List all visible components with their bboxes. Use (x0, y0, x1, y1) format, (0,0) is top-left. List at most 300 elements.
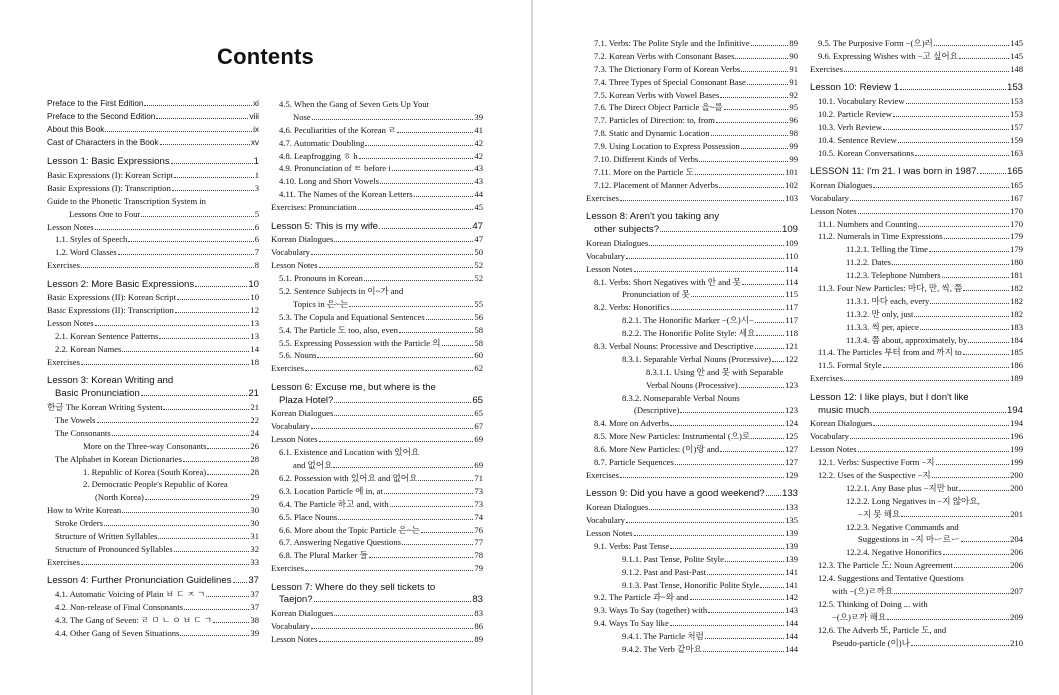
dot-leader (174, 177, 254, 178)
toc-entry (271, 201, 483, 214)
dot-leader (649, 509, 784, 510)
toc-entry (47, 440, 259, 453)
toc-page-number: 121 (785, 340, 798, 351)
toc-entry (810, 192, 1023, 205)
toc-page-number: 37 (250, 589, 259, 600)
toc-entry (47, 466, 259, 479)
toc-page-number: 42 (474, 137, 483, 148)
toc-entry (271, 446, 483, 459)
toc-page-number: 101 (785, 166, 798, 177)
toc-entry-title: 8.2.1. The Honorific Marker −(으)시− (622, 315, 754, 326)
toc-page-number: 109 (785, 237, 798, 248)
dot-leader (364, 280, 474, 281)
dot-leader (691, 296, 784, 297)
toc-page-number: 30 (250, 518, 259, 529)
dot-leader (338, 519, 473, 520)
toc-entry-title: (Descriptive) (634, 405, 680, 416)
toc-entry (47, 330, 259, 343)
dot-leader (112, 435, 250, 436)
toc-entry-title: 6.6. More about the Topic Particle 은~는 (279, 524, 420, 535)
dot-leader (720, 451, 784, 452)
toc-page-number: 45 (474, 202, 483, 213)
toc-entry (47, 137, 259, 150)
toc-entry-title: 8.3.1.1. Using 안 and 못 with Separable (646, 366, 784, 377)
dot-leader (844, 380, 1009, 381)
dot-leader (755, 348, 785, 349)
toc-page-number: 32 (250, 543, 259, 554)
dot-leader (358, 209, 474, 210)
toc-entry-title: 한글 The Korean Writing System (47, 402, 163, 413)
dot-leader (626, 522, 784, 523)
toc-page-number: 182 (1010, 283, 1023, 294)
toc-page-number: 28 (250, 466, 259, 477)
toc-page-number: 99 (789, 154, 798, 165)
toc-entry-title: Preface to the Second Edition (47, 111, 156, 121)
toc-page-number: 5 (254, 208, 259, 219)
toc-entry-title: 8.4. More on Adverbs (594, 418, 670, 429)
toc-entry (271, 362, 483, 375)
toc-entry (271, 233, 483, 246)
toc-entry-title: 10.5. Korean Conversations (818, 147, 914, 158)
dot-leader (426, 319, 474, 320)
toc-entry-title: 9.5. The Purposive Form −(으)러 (818, 38, 933, 48)
toc-entry (586, 643, 798, 656)
toc-entry-title: Lesson Notes (271, 260, 318, 271)
dot-leader (180, 635, 249, 636)
dot-leader (720, 97, 788, 98)
toc-entry (810, 585, 1023, 598)
dot-leader (735, 58, 788, 59)
dot-leader (747, 84, 789, 85)
dot-leader (893, 116, 1009, 117)
toc-entry-title: LESSON 11: I'm 21. I was born in 1987. (810, 166, 980, 178)
toc-entry-title: Lesson Notes (586, 263, 633, 274)
toc-entry-title: Lesson 1: Basic Expressions (47, 156, 170, 168)
toc-entry (47, 233, 259, 246)
toc-entry (47, 317, 259, 330)
toc-entry-title: Pseudo-particle (이)나 (832, 637, 910, 648)
dot-leader (695, 174, 784, 175)
toc-entry-title: Vocabulary (586, 515, 625, 526)
toc-entry-title: 9.6. Expressing Wishes with −고 싶어요 (818, 50, 958, 61)
toc-page-number: 127 (785, 444, 798, 455)
dot-leader (418, 480, 473, 481)
toc-page-number: 153 (1006, 82, 1023, 94)
toc-entry (271, 524, 483, 537)
toc-page-number: 73 (474, 498, 483, 509)
toc-page-number: 10 (248, 278, 259, 290)
dot-leader (755, 322, 785, 323)
toc-entry (586, 288, 798, 301)
toc-entry-title: 9.3. Ways To Say (together) with (594, 605, 708, 616)
toc-entry-title: Vocabulary (586, 250, 625, 261)
toc-page-number: 145 (1010, 50, 1023, 61)
toc-entry (586, 553, 798, 566)
dot-leader (163, 409, 249, 410)
dot-leader (620, 200, 784, 201)
dot-leader (756, 335, 784, 336)
toc-page-number: 37 (250, 601, 259, 612)
toc-entry (271, 324, 483, 337)
toc-page-number: 95 (789, 102, 798, 113)
toc-entry (810, 572, 1023, 585)
dot-leader (954, 567, 1009, 568)
toc-entry-title: 12.2.4. Negative Honorifics (846, 547, 942, 558)
dot-leader (711, 135, 789, 136)
toc-entry (586, 456, 798, 469)
toc-page-number: 21 (248, 388, 259, 400)
dot-leader (741, 71, 788, 72)
toc-entry (271, 137, 483, 150)
toc-page-number: 60 (474, 350, 483, 361)
toc-page-number: 118 (785, 328, 798, 339)
toc-entry-title: 4.2. Non-release of Final Consonants (55, 601, 183, 612)
toc-entry (810, 63, 1023, 76)
dot-leader (911, 645, 1009, 646)
toc-entry (586, 276, 798, 289)
dot-leader (920, 329, 1009, 330)
toc-entry-title: 11.5. Formal Style (818, 360, 882, 371)
toc-lesson-heading (271, 395, 483, 408)
toc-entry-title: 1. Republic of Korea (South Korea) (83, 466, 207, 477)
toc-entry (586, 114, 798, 127)
dot-leader (741, 148, 789, 149)
toc-entry (586, 192, 798, 205)
toc-page-number: 79 (474, 563, 483, 574)
toc-page-number: 181 (1010, 270, 1023, 281)
dot-leader (894, 593, 1009, 594)
toc-entry-title: Lesson 7: Where do they sell tickets to (271, 581, 436, 593)
toc-page-number: 209 (1010, 611, 1023, 622)
dot-leader (319, 441, 474, 442)
toc-entry (47, 453, 259, 466)
toc-entry-title: Lesson Notes (810, 444, 857, 455)
toc-entry (586, 327, 798, 340)
toc-entry (586, 76, 798, 89)
dot-leader (968, 342, 1009, 343)
dot-leader (963, 354, 1009, 355)
toc-lesson-heading (47, 279, 259, 292)
toc-entry-title: How to Write Korean (47, 505, 122, 516)
toc-lesson-heading (47, 156, 259, 169)
toc-entry (47, 556, 259, 569)
dot-leader (141, 216, 253, 217)
dot-leader (883, 367, 1009, 368)
toc-page-number: 124 (785, 418, 798, 429)
toc-entry-title: 9.1.1. Past Tense, Polite Style (622, 553, 724, 564)
dot-leader (850, 438, 1009, 439)
toc-entry (586, 443, 798, 456)
toc-entry (586, 63, 798, 76)
toc-page-number: 143 (785, 605, 798, 616)
toc-page-number: 200 (1010, 470, 1023, 480)
dot-leader (128, 241, 253, 242)
toc-entry-title: 8.1. Verbs: Short Negatives with 안 and 못 (594, 276, 742, 287)
dot-leader (95, 229, 254, 230)
dot-leader (892, 264, 1009, 265)
toc-entry (586, 617, 798, 630)
toc-entry-title: More on the Three-way Consonants (83, 440, 207, 451)
dot-leader (934, 45, 1009, 46)
toc-page-number: 194 (1006, 404, 1023, 416)
toc-entry-title: 8.3. Verbal Nouns: Processive and Descriptive (594, 340, 754, 351)
page-title: Contents (217, 44, 314, 69)
toc-entry-title: 12.6. The Adverb 또, Particle 도, and (818, 624, 947, 635)
toc-entry (586, 250, 798, 263)
toc-entry-title: 11.2.1. Telling the Time (846, 244, 929, 255)
toc-lesson-heading (586, 488, 798, 501)
toc-page-number: 86 (474, 621, 483, 632)
dot-leader (380, 183, 473, 184)
toc-entry-title: 2.1. Korean Sentence Patterns (55, 331, 159, 342)
dot-leader (900, 89, 1006, 90)
toc-entry-title: Lesson 3: Korean Writing and (47, 375, 174, 387)
toc-entry (47, 504, 259, 517)
toc-entry-title: 4.10. Long and Short Vowels (279, 176, 379, 187)
toc-entry (271, 620, 483, 633)
dot-leader (384, 493, 474, 494)
toc-entry-title: 8.5. More New Particles: Instrumental (으)로 (594, 431, 751, 442)
toc-entry-title: 7.9. Using Location to Express Possession (594, 141, 740, 152)
toc-entry (271, 311, 483, 324)
dot-leader (97, 422, 250, 423)
dot-leader (104, 525, 249, 526)
toc-entry-title: Lesson Notes (47, 318, 94, 329)
toc-page-number: 14 (250, 344, 259, 355)
dot-leader (183, 461, 249, 462)
toc-entry (47, 343, 259, 356)
toc-entry (271, 485, 483, 498)
dot-leader (233, 582, 248, 583)
toc-entry-title: Korean Dialogues (586, 237, 649, 248)
toc-entry-title: Exercises (810, 373, 843, 384)
toc-page-number: 21 (250, 402, 259, 413)
toc-entry-title: 9.4. Ways To Say like (594, 618, 669, 629)
dot-leader (961, 541, 1009, 542)
toc-entry-title: Vocabulary (271, 421, 310, 432)
toc-entry-title: 12.3. The Particle 도: Noun Agreement (818, 560, 953, 571)
dot-leader (174, 551, 250, 552)
toc-entry (586, 237, 798, 250)
toc-entry (810, 147, 1023, 160)
toc-entry-title: Lesson Notes (47, 221, 94, 232)
toc-page-number: 141 (785, 566, 798, 577)
dot-leader (626, 258, 784, 259)
toc-entry (47, 627, 259, 640)
toc-entry-title: Exercises (271, 363, 304, 374)
toc-entry (810, 546, 1023, 559)
toc-entry (586, 301, 798, 314)
toc-entry-title: Korean Dialogues (586, 502, 649, 513)
toc-entry-title: Plaza Hotel? (279, 394, 334, 406)
dot-leader (333, 467, 473, 468)
dot-leader (144, 105, 252, 106)
toc-page-number: 129 (785, 469, 798, 480)
toc-entry (586, 540, 798, 553)
toc-entry (586, 366, 798, 379)
toc-entry-title: 4.6. Peculiarities of the Korean ㄹ (279, 124, 397, 135)
dot-leader (772, 361, 784, 362)
toc-entry-title: −지 못 해요 (858, 508, 901, 519)
toc-entry-title: 9.4.1. The Particle 처럼 (622, 631, 704, 642)
toc-entry (271, 472, 483, 485)
toc-entry (47, 169, 259, 182)
toc-entry (271, 298, 483, 311)
toc-lesson-heading (586, 224, 798, 237)
toc-entry (271, 511, 483, 524)
toc-entry-title: Lesson 12: I like plays, but I don't like (810, 391, 969, 403)
toc-page-number: 13 (250, 331, 259, 342)
toc-page-number: 141 (785, 579, 798, 590)
toc-entry (586, 417, 798, 430)
toc-entry (586, 340, 798, 353)
toc-page-number: 52 (474, 260, 483, 271)
toc-page-number: 37 (248, 575, 259, 587)
toc-entry-title: 6.2. Possession with 있어요 and 없어요 (279, 472, 418, 483)
toc-entry (47, 221, 259, 234)
toc-page-number: 24 (250, 427, 259, 438)
toc-entry-title: 12.4. Suggestions and Tentative Questions (818, 573, 964, 584)
dot-leader (725, 561, 784, 562)
toc-entry (271, 98, 483, 111)
toc-entry-title: 7.11. More on the Particle 도 (594, 166, 694, 177)
dot-leader (334, 241, 473, 242)
toc-page-number: 196 (1010, 431, 1023, 442)
toc-page-number: 77 (474, 537, 483, 548)
toc-entry-title: Lesson 10: Review 1 (810, 82, 900, 94)
dot-leader (930, 303, 1009, 304)
toc-entry-title: 4.8. Leapfrogging ㅎ h (279, 150, 358, 161)
toc-entry-title: Korean Dialogues (271, 408, 334, 419)
toc-entry (586, 89, 798, 102)
toc-entry (586, 469, 798, 482)
dot-leader (942, 277, 1009, 278)
toc-entry-title: 6.1. Existence and Location with 있어요 (279, 447, 420, 458)
dot-leader (873, 187, 1009, 188)
toc-entry (810, 334, 1023, 347)
toc-page-number: 201 (1010, 508, 1023, 519)
toc-page-number: 43 (474, 163, 483, 174)
toc-entry (47, 111, 259, 124)
toc-entry (271, 420, 483, 433)
toc-entry (271, 607, 483, 620)
dot-leader (980, 173, 1006, 174)
toc-entry (271, 433, 483, 446)
toc-page-number: 18 (250, 356, 259, 367)
dot-leader (184, 609, 249, 610)
toc-entry (586, 527, 798, 540)
toc-entry-title: 1.2. Word Classes (55, 247, 117, 258)
toc-entry-title: Lesson Notes (271, 434, 318, 445)
dot-leader (760, 587, 784, 588)
toc-entry-title: Verbal Nouns (Processive) (646, 379, 738, 390)
toc-entry (586, 101, 798, 114)
toc-entry-title: 12.2. Uses of the Suspective −지 (818, 470, 931, 480)
toc-entry-title: Lesson Notes (271, 634, 318, 645)
toc-entry-title: Lesson 6: Excuse me, but where is the (271, 381, 436, 393)
toc-page-number: 206 (1010, 560, 1023, 571)
toc-page-number: 31 (250, 531, 259, 541)
toc-page-number: 78 (474, 550, 483, 561)
toc-page-number: 135 (785, 515, 798, 526)
dot-leader (207, 448, 249, 449)
dot-leader (670, 425, 784, 426)
toc-entry-title: 7.12. Placement of Manner Adverbs (594, 179, 719, 190)
dot-leader (943, 554, 1009, 555)
toc-entry (810, 321, 1023, 334)
dot-leader (883, 129, 1009, 130)
toc-entry-title: 9.2. The Particle 과~와 and (594, 592, 689, 603)
toc-page-number: 10 (250, 292, 259, 303)
toc-page-number: 67 (474, 421, 483, 432)
toc-entry-title: 6.7. Answering Negative Questions (279, 537, 401, 548)
toc-entry (586, 127, 798, 140)
toc-page-number: xv (250, 137, 259, 147)
toc-page-number: 91 (789, 63, 798, 74)
dot-leader (334, 402, 471, 403)
dot-leader (312, 119, 474, 120)
dot-leader (898, 142, 1009, 143)
toc-entry (810, 508, 1023, 521)
toc-entry-title: Vocabulary (810, 192, 849, 203)
toc-entry-title: 11.3. Four New Particles: 마다, 만, 씩, 쯤 (818, 283, 963, 294)
toc-entry-title: Exercises (810, 63, 843, 74)
toc-page-number: 83 (474, 608, 483, 619)
dot-leader (390, 506, 474, 507)
toc-page-number: 65 (472, 394, 483, 406)
dot-leader (177, 299, 250, 300)
dot-leader (873, 412, 1006, 413)
toc-entry (47, 246, 259, 259)
toc-entry (586, 179, 798, 192)
toc-page-number: 207 (1010, 586, 1023, 597)
dot-leader (334, 615, 473, 616)
toc-entry-title: 7.10. Different Kinds of Verbs (594, 154, 699, 165)
dot-leader (634, 535, 785, 536)
toc-page-number: 39 (250, 627, 259, 638)
toc-page-number: 117 (785, 315, 798, 326)
dot-leader (699, 161, 788, 162)
toc-entry-title: Exercises (47, 556, 80, 567)
toc-entry (810, 598, 1023, 611)
toc-entry (47, 356, 259, 369)
toc-entry (271, 272, 483, 285)
dot-leader (649, 245, 784, 246)
toc-page-number: 159 (1010, 134, 1023, 145)
toc-page-number: 125 (785, 431, 798, 442)
toc-entry (810, 559, 1023, 572)
toc-entry (47, 304, 259, 317)
toc-entry-title: Topics in 은~는 (293, 298, 349, 309)
toc-entry (810, 469, 1023, 482)
toc-entry-title: 7.3. The Dictionary Form of Korean Verbs (594, 63, 741, 74)
toc-entry (47, 543, 259, 556)
toc-entry-title: 5.5. Expressing Possession with the Particle 의 (279, 337, 441, 348)
toc-lesson-heading (810, 82, 1023, 95)
dot-leader (959, 58, 1009, 59)
toc-page-number: 110 (785, 250, 798, 261)
toc-entry (810, 230, 1023, 243)
toc-page-number: 33 (250, 556, 259, 567)
toc-page-number: 182 (1010, 295, 1023, 306)
toc-entry (810, 359, 1023, 372)
toc-entry-title: Vocabulary (271, 621, 310, 632)
toc-entry-title: 11.4. The Particles 부터 from and 까지 to (818, 347, 962, 358)
toc-entry-title: −(으)ㄹ까 해요 (832, 611, 887, 622)
toc-entry (271, 407, 483, 420)
toc-page-number: 144 (785, 643, 798, 654)
dot-leader (751, 45, 789, 46)
